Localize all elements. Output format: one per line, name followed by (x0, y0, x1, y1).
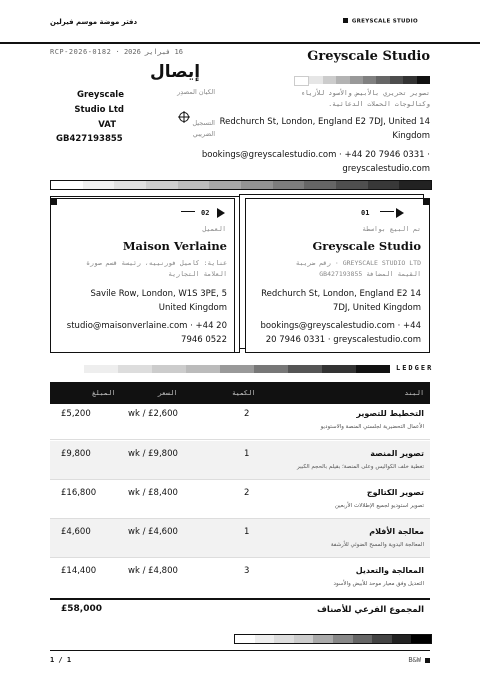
brand-tagline: تصوير تحريري بالأبيض والأسود للأزياء وكتالوجات الحملات الدعائية. (300, 89, 430, 108)
arrow-right-icon (217, 208, 225, 218)
subtotal-label: المجموع الفرعي للأصناف (317, 605, 424, 615)
col-qty: الكمية (232, 389, 256, 397)
table-row (50, 558, 430, 596)
top-rule (0, 42, 480, 44)
arrow-right-icon (396, 208, 404, 218)
page-number: 1 / 1 (50, 656, 72, 664)
row-title: التخطيط للتصوير (356, 409, 424, 418)
grayscale-strip-main (50, 180, 432, 190)
card-sub: GREYSCALE STUDIO LTD · رقم ضريبة القيمة المضافة GB427193855 (295, 259, 421, 278)
issuer-address: Redchurch St, London, England E2 7DJ, United 14 Kingdom (219, 117, 430, 141)
row-rate: wk / £4,600 (128, 527, 178, 537)
card-address: Redchurch St, London, England E2 14 7DJ, United Kingdom (261, 289, 421, 313)
card-name: Greyscale Studio (312, 239, 421, 253)
subtotal-value: £58,000 (61, 604, 102, 614)
card-corner-marker (423, 198, 430, 205)
square-icon (343, 18, 348, 23)
card-sold-by (245, 198, 430, 353)
brand-name: Greyscale Studio (307, 49, 430, 64)
entity-label: الكيان المصدِر (177, 88, 215, 96)
square-icon (425, 658, 430, 663)
card-number: 02 (181, 209, 209, 217)
table-row (50, 519, 430, 558)
row-title: المعالجة والتعديل (355, 566, 424, 575)
footer-tag (408, 656, 430, 664)
row-amount: £16,800 (61, 488, 97, 498)
vat-value: VAT GB427193855 (56, 120, 123, 144)
card-address: Savile Row, London, W1S 3PE, 5 United Kingdom (90, 289, 227, 313)
row-desc: التعديل وفق معيار موحد للأبيض والأسود (333, 581, 424, 587)
row-qty: 1 (244, 527, 250, 537)
row-amount: £4,600 (61, 527, 91, 537)
issuer-contact: bookings@greyscalestudio.com · +44 20 7946 0331 · greyscalestudio.com (201, 150, 430, 174)
card-role: تم البيع بواسطة (362, 225, 421, 233)
notebook-title: دفتر موضة موسم فيرلين (50, 18, 138, 26)
row-rate: wk / £8,400 (128, 488, 178, 498)
vat-label: التسجيل الضريبي (192, 119, 215, 138)
table-row (50, 401, 430, 440)
row-title: تصوير المنصة (370, 449, 424, 458)
row-rate: wk / £2,600 (128, 409, 178, 419)
row-qty: 2 (244, 488, 250, 498)
row-qty: 1 (244, 449, 250, 459)
row-title: معالجة الأفلام (369, 527, 424, 536)
grayscale-strip-top (294, 76, 430, 86)
ledger-label: LEDGER (396, 364, 434, 372)
grayscale-strip-ledger (50, 365, 390, 373)
card-client (50, 198, 235, 353)
entity-value: Greyscale Studio Ltd (74, 90, 124, 115)
card-body (245, 198, 430, 353)
studio-tag-text: GREYSCALE STUDIO (351, 18, 418, 25)
receipt-title: إيصال (150, 62, 201, 82)
table-row (50, 480, 430, 519)
row-rate: wk / £4,800 (128, 566, 178, 576)
row-amount: £5,200 (61, 409, 91, 419)
row-amount: £14,400 (61, 566, 97, 576)
card-contact: studio@maisonverlaine.com · +44 20 7946 0522 (66, 321, 227, 345)
receipt-number: 16 فبراير 2026 · RCP-2026-0182 (50, 48, 183, 56)
col-rate: السعر (158, 389, 178, 397)
col-amount: المبلغ (92, 389, 116, 397)
card-role: العميل (202, 225, 226, 233)
row-title: تصوير الكتالوج (366, 488, 424, 497)
row-amount: £9,800 (61, 449, 91, 459)
footer-rule (50, 650, 430, 651)
footer-tag-text: B&W (408, 656, 421, 664)
col-item: البند (404, 389, 424, 397)
row-desc: المعالجة اليدوية والمسح الضوئي للأرشفة (330, 542, 424, 548)
card-name: Maison Verlaine (122, 239, 227, 253)
card-contact: bookings@greyscalestudio.com · +44 20 7946 0331 · greyscalestudio.com (260, 321, 421, 345)
card-body (50, 198, 235, 353)
card-corner-marker (50, 198, 57, 205)
row-qty: 3 (244, 566, 250, 576)
card-sub: عناية: كاميل فورنييه، رئيسة قسم صورة العلامة التجارية (86, 259, 227, 278)
subtotal-rule (50, 598, 430, 600)
row-rate: wk / £9,800 (128, 449, 178, 459)
studio-tag (343, 18, 418, 25)
card-number: 01 (361, 209, 394, 217)
table-row (50, 441, 430, 480)
row-desc: تغطية خلف الكواليس وعلى المنصة؛ بقيلم بالحجم الكبير (297, 464, 424, 470)
row-qty: 2 (244, 409, 250, 419)
grayscale-strip-bottom (234, 634, 432, 644)
row-desc: الأعمال التحضيرية لجلستي المنصة والاستوديو (320, 424, 424, 430)
row-desc: تصوير استوديو لجميع الإطلالات الأربعين (334, 503, 424, 509)
